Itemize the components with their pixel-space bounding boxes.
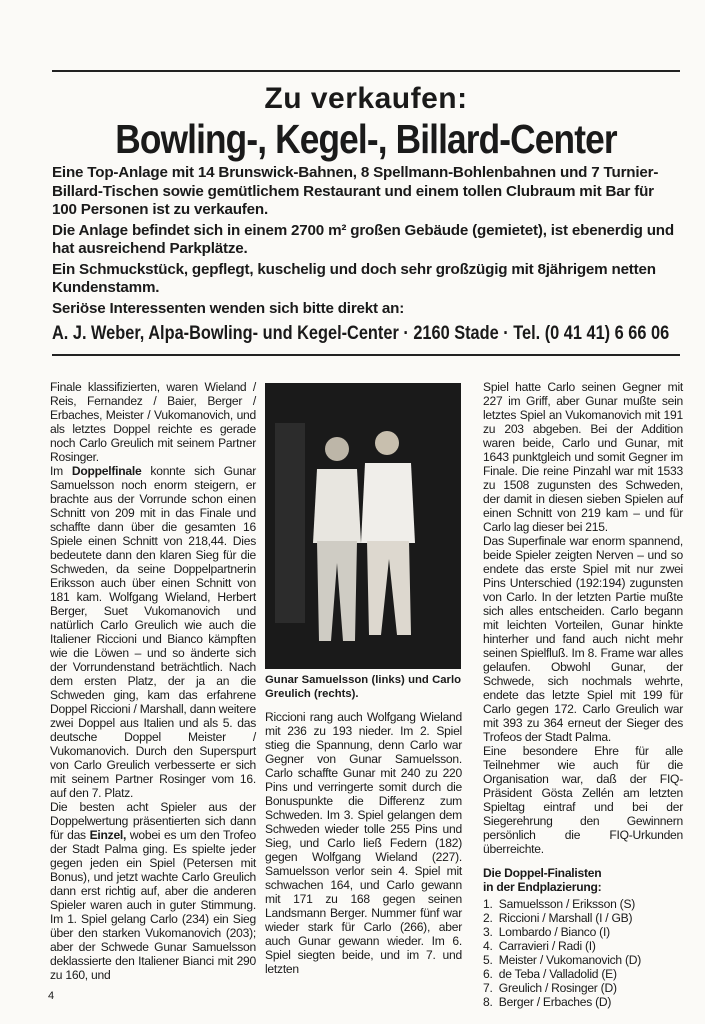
list-item: 2. Riccioni / Marshall (I / GB) [483, 911, 633, 925]
ad-paragraph: Seriöse Interessenten wenden sich bitte direkt an: [52, 299, 405, 317]
list-item: 8. Berger / Erbaches (D) [483, 995, 612, 1009]
bold-text: Doppelfinale [71, 464, 142, 478]
ranking-heading [483, 866, 683, 894]
sale-advertisement [52, 62, 680, 356]
paragraph [50, 800, 256, 982]
text: konnte sich Gunar Samuelsson noch enorm steigern, er brachte aus der Vorrunde schon einen Schnitt von 209 mit in das Finale und schaffte dann über die gesamten 16 Spiele einen Schnitt von 218,44. Dies bedeutete dann den klaren Sieg für die Schweden, da seine Doppelpartnerin Eriksson auch über einen Schnitt von 181 kam. Wolfgang Wieland, Herbert Berger, Suet Vukomanovich und natürlich Carlo Greulich wie auch die Italiener Riccioni und Bianco kämpften wie die Löwen – und so änderte sich der Vorrundenstand beträchtlich. Nach dem ersten Platz, der ja an die Schweden ging, kam das erfahrene Doppel Riccioni / Marshall, dann weitere zwei Doppel aus Italien und als 5. das deutsche Doppel Meister / Vukomanovich. Durch den Superspurt von Carlo Greulich verbesserte er sich mit seinem Partner Rosinger vom 16. auf den 7. Platz. [50, 464, 256, 800]
photo-caption: Gunar Samuelsson (links) und Carlo Greulich (rechts). [265, 674, 461, 700]
list-item: 4. Carravieri / Radi (I) [483, 939, 596, 953]
page-number: 4 [48, 990, 55, 1002]
ad-paragraph: Ein Schmuckstück, gepflegt, kuschelig und doch sehr großzügig mit 8jährigem netten Kundenstamm. [52, 260, 656, 296]
ad-paragraph: Eine Top-Anlage mit 14 Brunswick-Bahnen, 8 Spellmann-Bohlenbahnen und 7 Turnier-Billard-Tischen sowie gemütlichem Restaurant und einem tollen Clubraum mit Bar für 100 Personen ist zu verkaufen. [52, 164, 659, 218]
paragraph: Spiel hatte Carlo seinen Gegner mit 227 im Griff, aber Gunar mußte sein letztes Spiel an Vukomanovich mit 191 zu 203 abgeben. Bei der Addition waren beide, Carlo und Gunar, mit 1643 punktgleich und somit Gegner im Finale. Die reine Pinzahl war mit 1533 zu 1508 zugunsten des Schweden, der damit in diesen sieben Spielen auf einen Schnitt von 219 kam – und für Carlo lag dieser bei 215. [483, 380, 683, 534]
list-item: 5. Meister / Vukomanovich (D) [483, 953, 642, 967]
ranking-list [483, 897, 683, 1009]
ad-kicker: Zu verkaufen: [264, 82, 468, 115]
text: wobei es um den Trofeo der Stadt Palma ging. Es spielte jeder gegen jeden ein Spiel (Petersen mit Bonus), und jetzt wachte Carlo Greulich dann erst richtig auf, aber die anderen Spieler waren auch in guter Stimmung. Im 1. Spiel gelang Carlo (234) ein Sieg über den starken Vukomanovich (203); aber der Schwede Gunar Samuelsson deklassierte den Italiener Bianci mit 290 zu 160, und [50, 828, 256, 982]
ad-paragraph: Die Anlage befindet sich in einem 2700 m² großen Gebäude (gemietet), ist ebenerdig und hat ausreichend Parkplätze. [52, 221, 674, 257]
list-item: 1. Samuelsson / Eriksson (S) [483, 897, 636, 911]
list-item: 3. Lombardo / Bianco (I) [483, 925, 610, 939]
heading-line: in der Endplazierung: [483, 880, 602, 894]
paragraph [50, 464, 256, 800]
paragraph: Riccioni rang auch Wolfgang Wieland mit 236 zu 193 nieder. Im 2. Spiel stieg die Spannung, denn Carlo war Gegner von Gunar Samuelsson. Carlo schaffte Gunar mit 240 zu 220 Pins und verringerte somit durch die Bonuspunkte die Differenz zum Schweden. Im 3. Spiel gelangen dem Schweden wieder tolle 255 Pins und Sieg, und Carlo ließ Federn (182) gegen Wolfgang Wieland (227). Samuelsson verlor sein 4. Spiel mit schwachen 164, und Carlo gewann mit 171 zu 168 gegen seinen Landsmann Berger. Nummer fünf war wieder stark für Carlo (266), aber auch Gunar gewann wieder. Im 6. Spiel siegten beide, und im 7. und letzten [265, 710, 462, 976]
article-column-2 [265, 710, 462, 976]
bottom-rule [52, 354, 680, 356]
paragraph: Das Superfinale war enorm spannend, beide Spieler zeigten Nerven – und so endete das erste Spiel mit nur zwei Pins Unterschied (192:194) zugunsten von Carlo. In der letzten Partie mußte sich alles entscheiden. Carlo begann mit leichten Vorteilen, Gunar hinkte hinterher und fand auch nicht mehr seinen Spielfluß. Im 8. Frame war alles gelaufen. Obwohl Gunar, der Schwede, sich nochmals wehrte, endete das letzte Spiel mit 199 für Carlo gegen 172. Carlo Greulich war mit 393 zu 364 erneut der Sieger des Trofeos der Stadt Palma. [483, 534, 683, 744]
article-column-1 [50, 380, 256, 982]
heading-line: Die Doppel-Finalisten [483, 866, 602, 880]
text: Die besten acht Spieler aus der Doppelwertung präsentierten sich dann für das [50, 800, 256, 842]
ad-contact: A. J. Weber, Alpa-Bowling- und Kegel-Center · 2160 Stade · Tel. (0 41 41) 6 66 06 [52, 323, 670, 344]
paragraph: Finale klassifizierten, waren Wieland / Reis, Fernandez / Baier, Berger / Erbaches, Meister / Vukomanovich, und als letztes Doppel reichte es gerade noch Carlo Greulich mit seinem Partner Rosinger. [50, 380, 256, 464]
text: Im [50, 464, 72, 478]
two-players-photo [265, 383, 461, 669]
list-item: 7. Greulich / Rosinger (D) [483, 981, 617, 995]
paragraph: Eine besondere Ehre für alle Teilnehmer wie auch für die Organisation war, daß der FIQ-Präsident Gösta Zellén am letzten Spieltag eintraf und bei der Siegerehrung den Gewinnern persönlich die FIQ-Urkunden überreichte. [483, 744, 683, 856]
article-column-3 [483, 380, 683, 1009]
top-rule [52, 70, 680, 72]
bold-text: Einzel, [89, 828, 127, 842]
list-item: 6. de Teba / Valladolid (E) [483, 967, 617, 981]
photo [265, 383, 461, 669]
ad-title: Bowling-, Kegel-, Billard-Center [115, 116, 617, 162]
